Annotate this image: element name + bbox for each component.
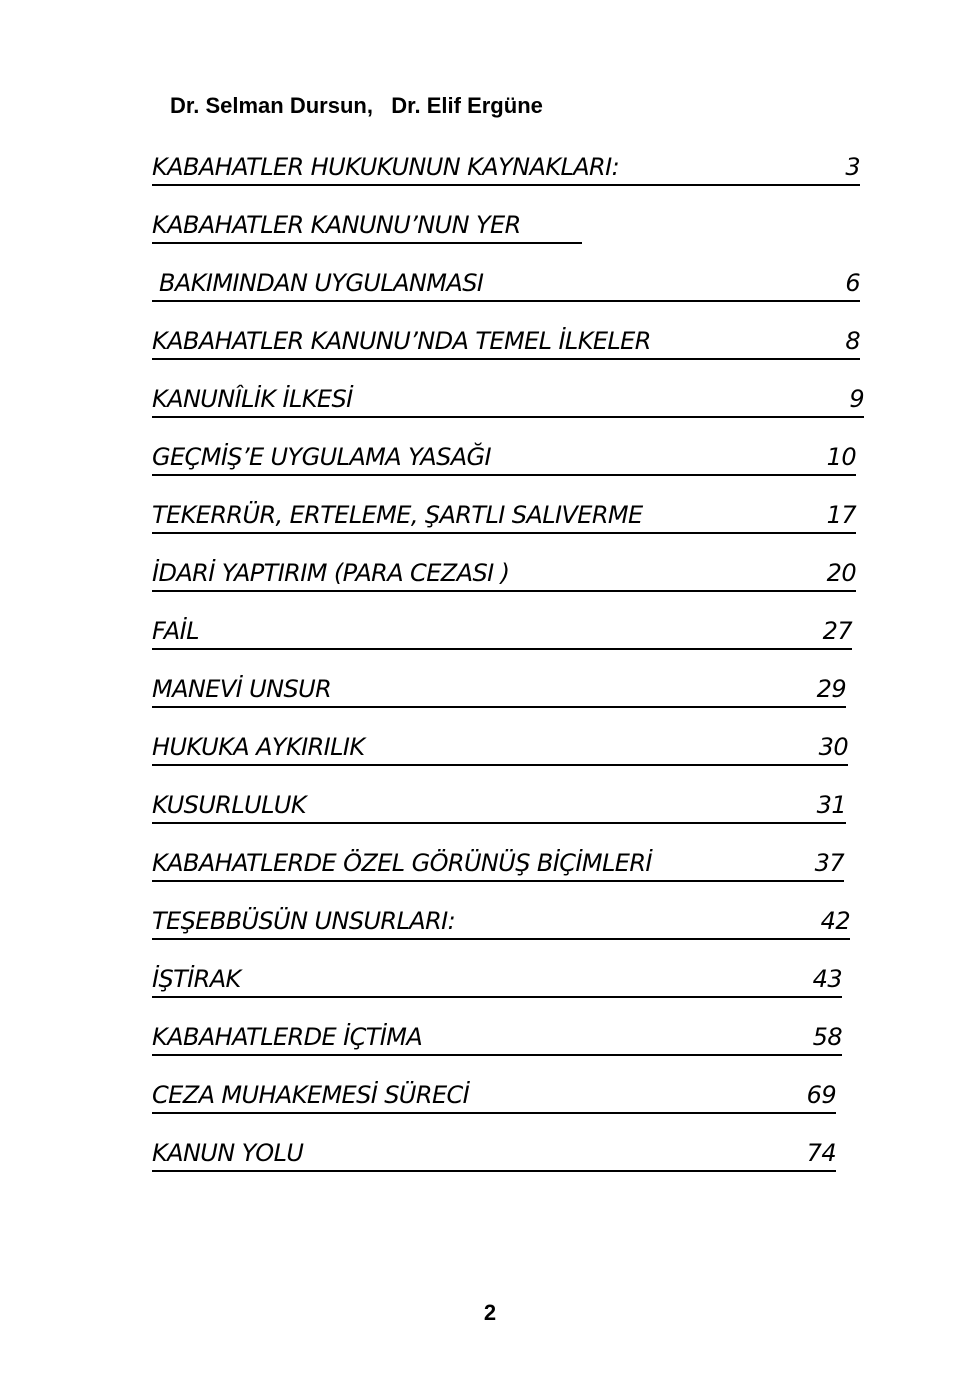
toc-entry-title: TEŞEBBÜSÜN UNSURLARI: bbox=[152, 907, 456, 935]
toc-entry-page: 27 bbox=[822, 617, 852, 645]
toc-entry-title: MANEVİ UNSUR bbox=[152, 675, 332, 703]
toc-entry-page: 17 bbox=[826, 501, 856, 529]
toc-link-tesebbus[interactable] bbox=[152, 904, 850, 940]
toc-entry-title: CEZA MUHAKEMESİ SÜRECİ bbox=[152, 1081, 470, 1109]
toc-entry-page: 20 bbox=[826, 559, 856, 587]
toc-entry-title: KANUNÎLİK İLKESİ bbox=[152, 385, 353, 413]
toc-entry-page: 29 bbox=[816, 675, 846, 703]
toc-entry-title: İDARİ YAPTIRIM (PARA CEZASI ) bbox=[152, 559, 510, 587]
toc-entry-title: FAİL bbox=[152, 617, 199, 645]
toc-link-ozel-gorunus[interactable] bbox=[152, 846, 844, 882]
toc-link-manevi-unsur[interactable] bbox=[152, 672, 846, 708]
toc-link-temel-ilkeler[interactable] bbox=[152, 324, 860, 360]
toc-link-hukuka-aykirilik[interactable] bbox=[152, 730, 848, 766]
toc-entry-title: GEÇMİŞ’E UYGULAMA YASAĞI bbox=[152, 443, 492, 471]
toc-link-idari-yaptirim[interactable] bbox=[152, 556, 856, 592]
page-number: 2 bbox=[483, 1300, 497, 1325]
toc-entry-title: KABAHATLERDE ÖZEL GÖRÜNÜŞ BİÇİMLERİ bbox=[152, 849, 652, 877]
toc-entry-page: 8 bbox=[845, 327, 860, 355]
toc-link-ictima[interactable] bbox=[152, 1020, 842, 1056]
toc-entry-title: KABAHATLER KANUNU’NUN YER bbox=[152, 211, 521, 239]
toc-entry-page: 37 bbox=[814, 849, 844, 877]
toc-link-kanunilik[interactable] bbox=[152, 382, 864, 418]
toc-entry-page: 74 bbox=[806, 1139, 836, 1167]
toc-entry-title: KABAHATLERDE İÇTİMA bbox=[152, 1023, 423, 1051]
toc-entry-page: 69 bbox=[806, 1081, 836, 1109]
toc-entry-title: KANUN YOLU bbox=[152, 1139, 304, 1167]
toc-entry-page: 43 bbox=[812, 965, 842, 993]
toc-link-gecmise[interactable] bbox=[152, 440, 856, 476]
toc-link-kaynaklar[interactable] bbox=[152, 150, 860, 186]
toc-entry-page: 30 bbox=[818, 733, 848, 761]
toc-entry-page: 58 bbox=[812, 1023, 842, 1051]
toc-link-fail[interactable] bbox=[152, 614, 852, 650]
toc-entry-title: İŞTİRAK bbox=[152, 965, 241, 993]
toc-link-yer[interactable] bbox=[152, 208, 582, 244]
toc-entry-page: 31 bbox=[816, 791, 846, 819]
author-header: Dr. Selman Dursun, Dr. Elif Ergüne bbox=[170, 93, 543, 118]
toc-entry-title: TEKERRÜR, ERTELEME, ŞARTLI SALIVERME bbox=[152, 501, 643, 529]
toc-entry-page: 42 bbox=[820, 907, 850, 935]
toc-link-bakimindan[interactable] bbox=[152, 266, 860, 302]
toc-entry-page: 10 bbox=[826, 443, 856, 471]
toc-entry-page: 6 bbox=[845, 269, 860, 297]
toc-link-ceza-muhakemesi[interactable] bbox=[152, 1078, 836, 1114]
toc-link-kusurluluk[interactable] bbox=[152, 788, 846, 824]
toc-link-kanun-yolu[interactable] bbox=[152, 1136, 836, 1172]
toc-entry-title: BAKIMINDAN UYGULANMASI bbox=[152, 269, 484, 297]
toc-entry-title: KABAHATLER KANUNU’NDA TEMEL İLKELER bbox=[152, 327, 651, 355]
toc-entry-page: 3 bbox=[845, 153, 860, 181]
toc-entry-title: HUKUKA AYKIRILIK bbox=[152, 733, 365, 761]
toc-entry-page: 9 bbox=[849, 385, 864, 413]
toc-entry-title: KUSURLULUK bbox=[152, 791, 306, 819]
toc-entry-title: KABAHATLER HUKUKUNUN KAYNAKLARI: bbox=[152, 153, 620, 181]
toc-link-istirak[interactable] bbox=[152, 962, 842, 998]
toc-link-tekerrur[interactable] bbox=[152, 498, 856, 534]
